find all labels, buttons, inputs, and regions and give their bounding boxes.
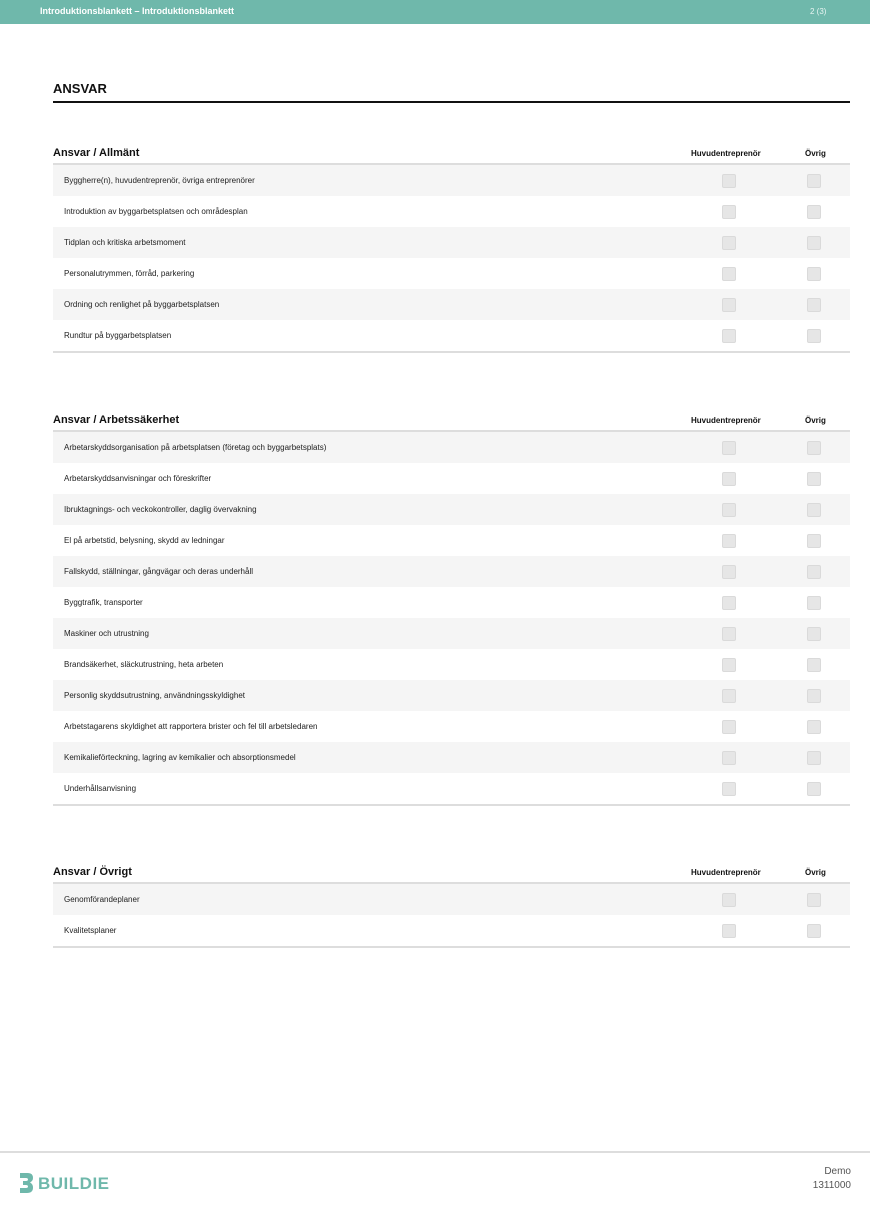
document-title: Introduktionsblankett – Introduktionsblankett xyxy=(40,6,235,16)
main-contractor-checkbox[interactable] xyxy=(722,174,736,188)
checklist-row xyxy=(53,915,850,946)
section-header xyxy=(53,414,850,432)
section-title: Ansvar / Arbetssäkerhet xyxy=(53,414,180,426)
page-number: 2 (3) xyxy=(810,7,827,16)
checklist-item-label: Underhållsanvisning xyxy=(64,784,137,793)
checklist-row xyxy=(53,525,850,556)
other-checkbox[interactable] xyxy=(807,689,821,703)
column-header-other: Övrig xyxy=(805,868,826,877)
checklist-item-label: Ibruktagnings- och veckokontroller, daglig övervakning xyxy=(64,505,257,514)
main-contractor-checkbox[interactable] xyxy=(722,596,736,610)
checklist-item-label: Kemikalieförteckning, lagring av kemikalier och absorptionsmedel xyxy=(64,753,296,762)
main-contractor-checkbox[interactable] xyxy=(722,689,736,703)
checklist-item-label: Byggherre(n), huvudentreprenör, övriga entreprenörer xyxy=(64,176,255,185)
main-contractor-checkbox[interactable] xyxy=(722,503,736,517)
other-checkbox[interactable] xyxy=(807,236,821,250)
checklist-item-label: Byggtrafik, transporter xyxy=(64,598,143,607)
other-checkbox[interactable] xyxy=(807,534,821,548)
checklist-item-label: Arbetstagarens skyldighet att rapportera brister och fel till arbetsledaren xyxy=(64,722,318,731)
main-contractor-checkbox[interactable] xyxy=(722,267,736,281)
checklist-item-label: Introduktion av byggarbetsplatsen och områdesplan xyxy=(64,207,248,216)
checklist-row xyxy=(53,680,850,711)
main-contractor-checkbox[interactable] xyxy=(722,658,736,672)
checklist-row xyxy=(53,289,850,320)
other-checkbox[interactable] xyxy=(807,472,821,486)
other-checkbox[interactable] xyxy=(807,627,821,641)
checklist-row xyxy=(53,742,850,773)
section-title: Ansvar / Övrigt xyxy=(53,866,132,878)
checklist-row xyxy=(53,773,850,804)
other-checkbox[interactable] xyxy=(807,720,821,734)
other-checkbox[interactable] xyxy=(807,503,821,517)
other-checkbox[interactable] xyxy=(807,267,821,281)
main-contractor-checkbox[interactable] xyxy=(722,472,736,486)
main-contractor-checkbox[interactable] xyxy=(722,565,736,579)
checklist-row xyxy=(53,227,850,258)
column-header-main-contractor: Huvudentreprenör xyxy=(691,149,761,158)
checklist-item-label: Rundtur på byggarbetsplatsen xyxy=(64,331,172,340)
column-header-main-contractor: Huvudentreprenör xyxy=(691,868,761,877)
page-heading xyxy=(53,80,850,103)
section-0 xyxy=(53,147,850,353)
main-contractor-checkbox[interactable] xyxy=(722,298,736,312)
section-header xyxy=(53,147,850,165)
checklist-row xyxy=(53,618,850,649)
checklist-item-label: Genomförandeplaner xyxy=(64,895,140,904)
other-checkbox[interactable] xyxy=(807,658,821,672)
logo-text: BUILDIE xyxy=(38,1174,110,1193)
main-contractor-checkbox[interactable] xyxy=(722,627,736,641)
column-header-other: Övrig xyxy=(805,149,826,158)
other-checkbox[interactable] xyxy=(807,565,821,579)
other-checkbox[interactable] xyxy=(807,329,821,343)
section-title: Ansvar / Allmänt xyxy=(53,147,140,159)
section-1 xyxy=(53,414,850,806)
checklist-row xyxy=(53,494,850,525)
other-checkbox[interactable] xyxy=(807,596,821,610)
other-checkbox[interactable] xyxy=(807,205,821,219)
column-header-other: Övrig xyxy=(805,416,826,425)
top-bar xyxy=(0,0,870,24)
checklist-item-label: Personlig skyddsutrustning, användningsskyldighet xyxy=(64,691,245,700)
main-contractor-checkbox[interactable] xyxy=(722,441,736,455)
checklist-row xyxy=(53,463,850,494)
checklist-item-label: Fallskydd, ställningar, gångvägar och deras underhåll xyxy=(64,567,254,576)
checklist-row xyxy=(53,196,850,227)
checklist-item-label: Arbetarskyddsanvisningar och föreskrifter xyxy=(64,474,212,483)
buildie-logo-icon xyxy=(18,1172,34,1194)
checklist-row xyxy=(53,432,850,463)
checklist-rows xyxy=(53,884,850,948)
main-contractor-checkbox[interactable] xyxy=(722,782,736,796)
checklist-item-label: Kvalitetsplaner xyxy=(64,926,117,935)
checklist-item-label: Tidplan och kritiska arbetsmoment xyxy=(64,238,186,247)
other-checkbox[interactable] xyxy=(807,924,821,938)
other-checkbox[interactable] xyxy=(807,298,821,312)
main-contractor-checkbox[interactable] xyxy=(722,329,736,343)
checklist-row xyxy=(53,320,850,351)
main-contractor-checkbox[interactable] xyxy=(722,751,736,765)
main-contractor-checkbox[interactable] xyxy=(722,720,736,734)
checklist-rows xyxy=(53,432,850,806)
checklist-item-label: Arbetarskyddsorganisation på arbetsplatsen (företag och byggarbetsplats) xyxy=(64,443,327,452)
checklist-item-label: Personalutrymmen, förråd, parkering xyxy=(64,269,195,278)
main-contractor-checkbox[interactable] xyxy=(722,205,736,219)
checklist-row xyxy=(53,649,850,680)
checklist-row xyxy=(53,587,850,618)
main-contractor-checkbox[interactable] xyxy=(722,924,736,938)
checklist-row xyxy=(53,258,850,289)
other-checkbox[interactable] xyxy=(807,174,821,188)
main-contractor-checkbox[interactable] xyxy=(722,534,736,548)
checklist-item-label: Ordning och renlighet på byggarbetsplatsen xyxy=(64,300,220,309)
section-2 xyxy=(53,866,850,948)
other-checkbox[interactable] xyxy=(807,893,821,907)
checklist-rows xyxy=(53,165,850,353)
other-checkbox[interactable] xyxy=(807,441,821,455)
checklist-row xyxy=(53,165,850,196)
page-heading-text: ANSVAR xyxy=(53,81,107,96)
column-header-main-contractor: Huvudentreprenör xyxy=(691,416,761,425)
footer-company: Demo xyxy=(824,1166,851,1177)
footer-info xyxy=(813,1165,851,1193)
checklist-row xyxy=(53,556,850,587)
footer-divider xyxy=(0,1151,870,1153)
checklist-item-label: Maskiner och utrustning xyxy=(64,629,149,638)
other-checkbox[interactable] xyxy=(807,782,821,796)
other-checkbox[interactable] xyxy=(807,751,821,765)
footer-number: 1311000 xyxy=(812,1180,851,1191)
main-contractor-checkbox[interactable] xyxy=(722,893,736,907)
main-contractor-checkbox[interactable] xyxy=(722,236,736,250)
checklist-row xyxy=(53,711,850,742)
checklist-item-label: Brandsäkerhet, släckutrustning, heta arbeten xyxy=(64,660,224,669)
checklist-item-label: El på arbetstid, belysning, skydd av ledningar xyxy=(64,536,225,545)
section-header xyxy=(53,866,850,884)
checklist-row xyxy=(53,884,850,915)
